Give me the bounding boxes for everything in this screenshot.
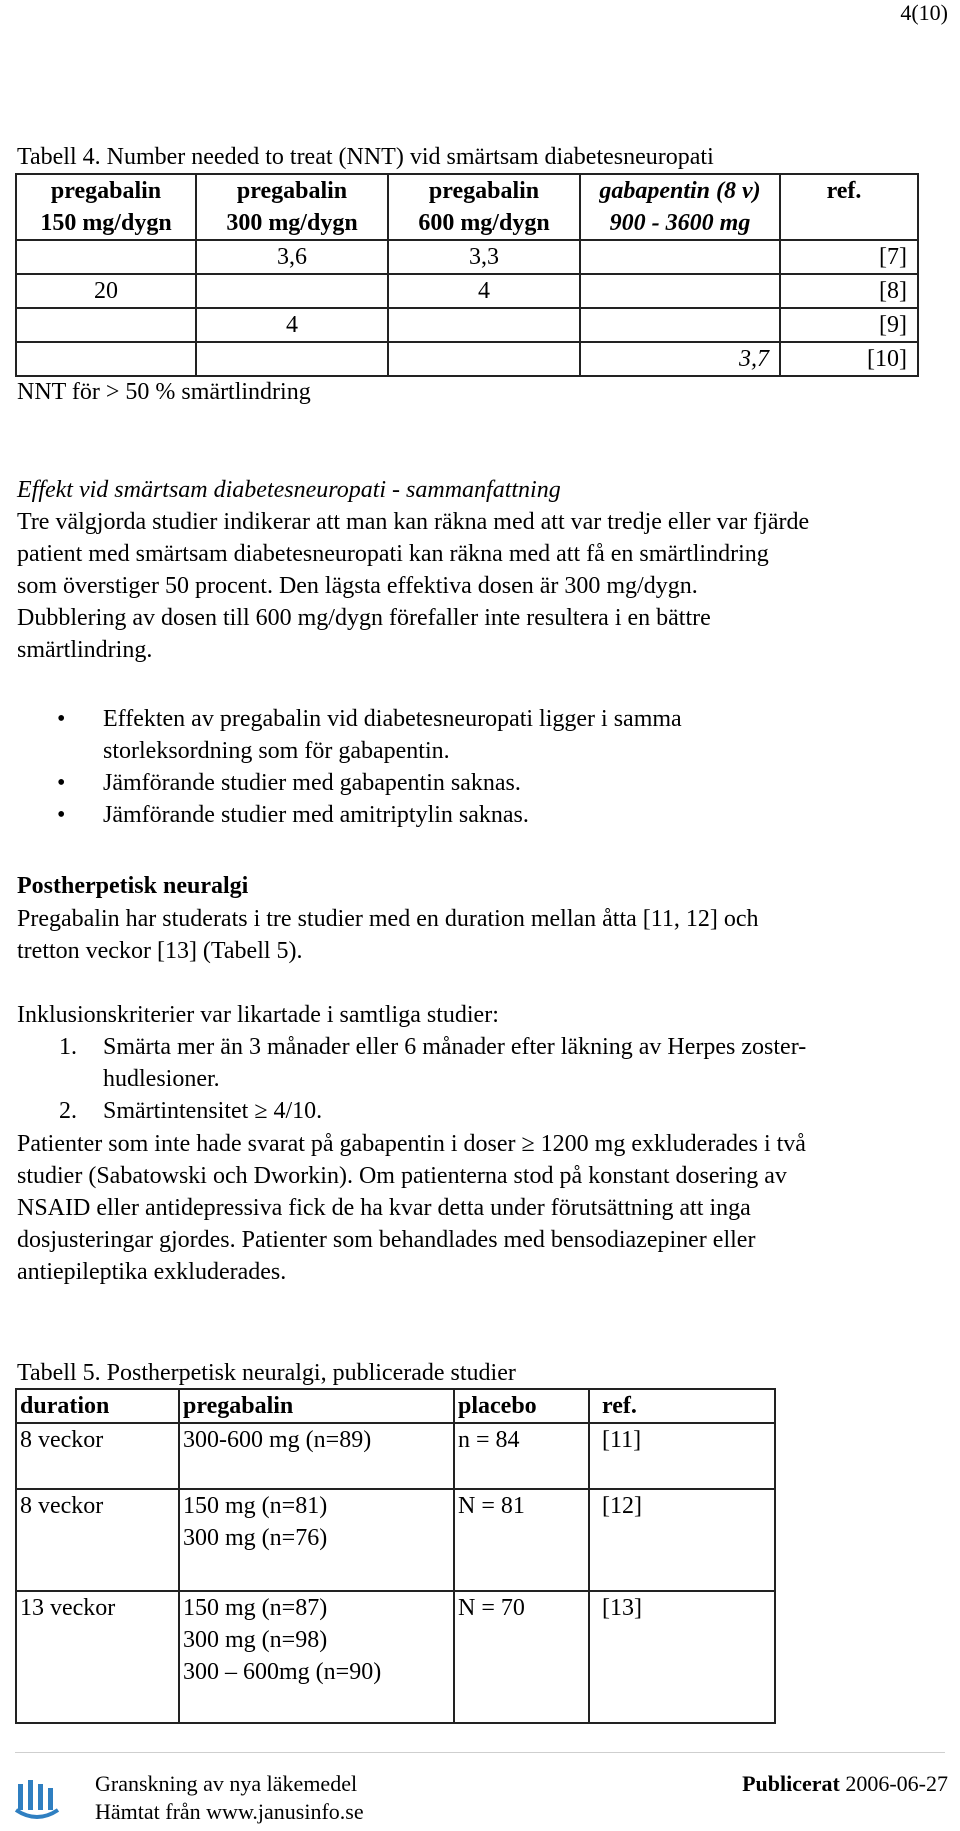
table-cell: 4 [196, 308, 388, 342]
table-cell [580, 308, 780, 342]
table-cell: 20 [16, 274, 196, 308]
table-cell: N = 81 [454, 1489, 589, 1591]
table5-caption: Tabell 5. Postherpetisk neuralgi, publicerade studier [17, 1360, 516, 1386]
table-row [16, 342, 918, 376]
summary-paragraph: Tre välgjorda studier indikerar att man kan räkna med att var tredje eller var fjärde patient med smärtsam diabetesneuropati kan räkna med att få en smärtlindring som överstiger 50 procent. Den lägsta effektiva dosen är 300 mg/dygn. Dubblering av dosen till 600 mg/dygn förefaller inte resultera i en bättre smärtlindring. [17, 509, 810, 663]
criteria-intro: Inklusionskriterier var likartade i samtliga studier: [17, 1002, 499, 1028]
table-cell: 8 veckor [16, 1423, 179, 1489]
criteria-list [17, 1031, 937, 1127]
table-cell [16, 240, 196, 274]
table4-header-cell: pregabalin 300 mg/dygn [196, 174, 388, 240]
summary-bullet-list [17, 703, 917, 831]
table-cell: [12] [589, 1489, 775, 1591]
table-cell: 4 [388, 274, 580, 308]
table4-note: NNT för > 50 % smärtlindring [17, 379, 311, 405]
exclusion-paragraph: Patienter som inte hade svarat på gabapentin i doser ≥ 1200 mg exkluderades i två studier (Sabatowski och Dworkin). Om patienterna stod på konstant dosering av NSAID eller antidepressiva fick de ha kvar detta under förutsättning att inga dosjusteringar gjordes. Patienter som behandlades med bensodiazepiner eller antiepileptika exkluderades. [17, 1131, 806, 1285]
table-cell: 8 veckor [16, 1489, 179, 1591]
table-row [16, 240, 918, 274]
table4 [15, 173, 919, 377]
table-cell: 3,7 [580, 342, 780, 376]
table-cell [388, 308, 580, 342]
table-cell: n = 84 [454, 1423, 589, 1489]
table-row [16, 274, 918, 308]
page-number: 4(10) [900, 0, 948, 25]
table-cell: [10] [780, 342, 918, 376]
table5-header-cell: pregabalin [179, 1389, 454, 1423]
table-cell: [11] [589, 1423, 775, 1489]
table5-header-row [16, 1389, 775, 1423]
table4-header-cell: pregabalin 600 mg/dygn [388, 174, 580, 240]
table-cell [388, 342, 580, 376]
table-cell: [9] [780, 308, 918, 342]
footer-published: Publicerat 2006-06-27 [742, 1771, 948, 1796]
table-cell [196, 342, 388, 376]
table-cell [16, 342, 196, 376]
list-item: • Jämförande studier med amitriptylin saknas. [17, 799, 917, 831]
table-cell [580, 240, 780, 274]
table-row [16, 1423, 775, 1489]
footer-source: Granskning av nya läkemedel Hämtat från www.janusinfo.se [95, 1771, 364, 1824]
list-item: • Effekten av pregabalin vid diabetesneuropati ligger i samma storleksordning som för gabapentin. [17, 703, 917, 767]
table-cell: 13 veckor [16, 1591, 179, 1723]
table-cell: 150 mg (n=87) 300 mg (n=98) 300 – 600mg (n=90) [179, 1591, 454, 1723]
table5-header-cell: placebo [454, 1389, 589, 1423]
list-item: 1. Smärta mer än 3 månader eller 6 månader efter läkning av Herpes zoster- hudlesioner. [59, 1034, 807, 1092]
table-cell: 300-600 mg (n=89) [179, 1423, 454, 1489]
table-cell [196, 274, 388, 308]
table4-header-row [16, 174, 918, 240]
table-cell: 3,3 [388, 240, 580, 274]
table4-header-cell: pregabalin 150 mg/dygn [16, 174, 196, 240]
table-cell [16, 308, 196, 342]
section-heading: Postherpetisk neuralgi [17, 873, 249, 899]
table-cell [580, 274, 780, 308]
table-row [16, 308, 918, 342]
table4-header-cell: gabapentin (8 v) 900 - 3600 mg [580, 174, 780, 240]
footer-divider [15, 1752, 945, 1753]
table4-caption: Tabell 4. Number needed to treat (NNT) vid smärtsam diabetesneuropati [17, 144, 714, 170]
table-cell: 150 mg (n=81) 300 mg (n=76) [179, 1489, 454, 1591]
table5-header-cell: ref. [589, 1389, 775, 1423]
summary-heading: Effekt vid smärtsam diabetesneuropati - sammanfattning [17, 477, 561, 503]
table4-header-cell: ref. [780, 174, 918, 240]
table-cell: N = 70 [454, 1591, 589, 1723]
table5-header-cell: duration [16, 1389, 179, 1423]
list-item: 2. Smärtintensitet ≥ 4/10. [59, 1098, 323, 1124]
table-cell: 3,6 [196, 240, 388, 274]
table-row [16, 1489, 775, 1591]
table-cell: [8] [780, 274, 918, 308]
table5 [15, 1388, 776, 1724]
list-item: • Jämförande studier med gabapentin saknas. [17, 767, 917, 799]
phn-intro-paragraph: Pregabalin har studerats i tre studier med en duration mellan åtta [11, 12] och tretton veckor [13] (Tabell 5). [17, 906, 759, 964]
table-row [16, 1591, 775, 1723]
table-cell: [7] [780, 240, 918, 274]
table-cell: [13] [589, 1591, 775, 1723]
janusinfo-logo-icon [14, 1778, 60, 1822]
